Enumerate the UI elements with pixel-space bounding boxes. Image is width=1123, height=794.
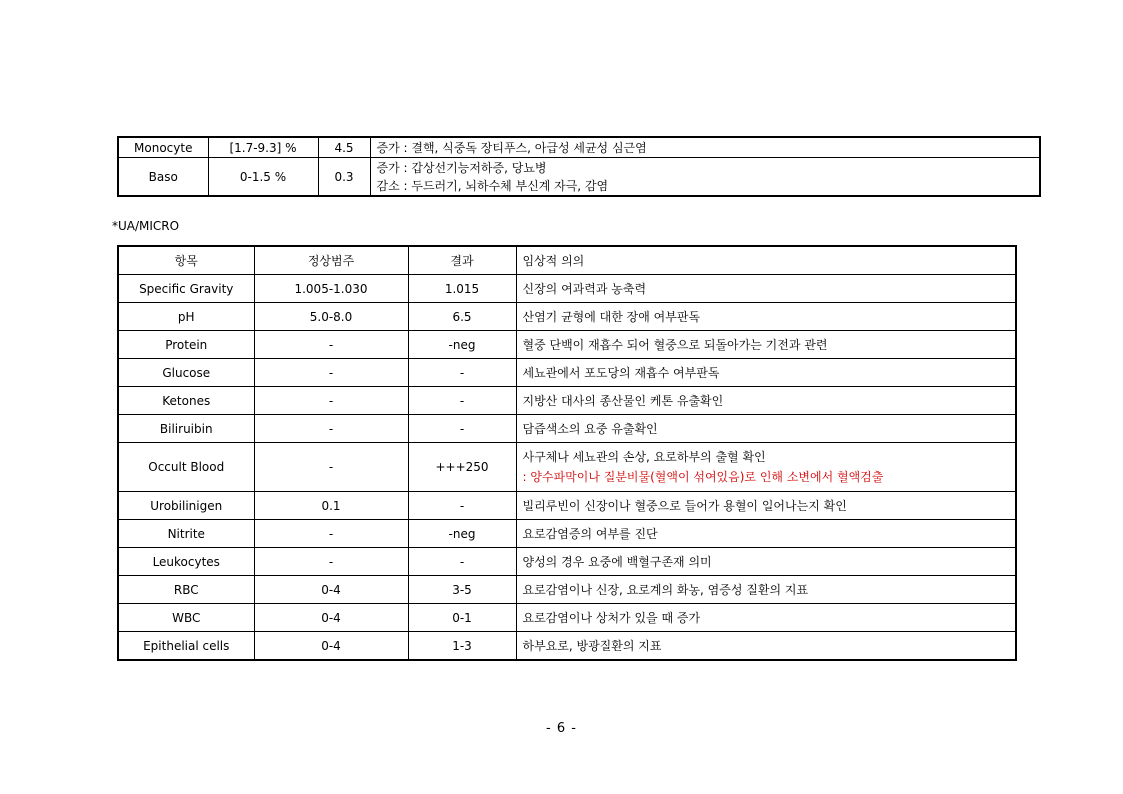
- column-header-result: 결과: [408, 246, 516, 275]
- normal-range: 0-4: [254, 632, 408, 661]
- result-value: -neg: [408, 520, 516, 548]
- column-header-meaning: 임상적 의의: [516, 246, 1016, 275]
- clinical-meaning: 증가 : 결핵, 식중독 장티푸스, 아급성 세균성 심근염: [370, 137, 1040, 158]
- test-name: RBC: [118, 576, 254, 604]
- result-value: 6.5: [408, 303, 516, 331]
- table-row: [118, 387, 1016, 415]
- test-name: Biliruibin: [118, 415, 254, 443]
- normal-range: 5.0-8.0: [254, 303, 408, 331]
- clinical-meaning: 요로감염이나 신장, 요로계의 화농, 염증성 질환의 지표: [516, 576, 1016, 604]
- normal-range: -: [254, 387, 408, 415]
- table-row: [118, 331, 1016, 359]
- normal-range: 1.005-1.030: [254, 275, 408, 303]
- clinical-meaning: 담즙색소의 요중 유출확인: [516, 415, 1016, 443]
- table-row: [118, 275, 1016, 303]
- result-value: -: [408, 359, 516, 387]
- clinical-meaning: 요로감염증의 여부를 진단: [516, 520, 1016, 548]
- clinical-meaning: [516, 443, 1016, 492]
- table-row: [118, 415, 1016, 443]
- result-value: 3-5: [408, 576, 516, 604]
- clinical-meaning: 양성의 경우 요중에 백혈구존재 의미: [516, 548, 1016, 576]
- clinical-note: : 양수파막이나 질분비물(혈액이 섞여있음)로 인해 소변에서 혈액검출: [522, 470, 884, 484]
- clinical-meaning: 세뇨관에서 포도당의 재흡수 여부판독: [516, 359, 1016, 387]
- normal-range: -: [254, 415, 408, 443]
- normal-range: -: [254, 443, 408, 492]
- result-value: 1.015: [408, 275, 516, 303]
- result-value: 1-3: [408, 632, 516, 661]
- test-name: Ketones: [118, 387, 254, 415]
- table-row: [118, 548, 1016, 576]
- column-header-item: 항목: [118, 246, 254, 275]
- clinical-meaning: 요로감염이나 상처가 있을 때 증가: [516, 604, 1016, 632]
- table-row: [118, 632, 1016, 661]
- test-name: Occult Blood: [118, 443, 254, 492]
- normal-range: -: [254, 359, 408, 387]
- clinical-meaning: 하부요로, 방광질환의 지표: [516, 632, 1016, 661]
- blood-count-table: [117, 136, 1041, 197]
- result-value: -: [408, 387, 516, 415]
- result-value: 0-1: [408, 604, 516, 632]
- result-value: +++250: [408, 443, 516, 492]
- table-row: [118, 492, 1016, 520]
- test-name: WBC: [118, 604, 254, 632]
- normal-range: 0-4: [254, 576, 408, 604]
- test-name: Specific Gravity: [118, 275, 254, 303]
- test-name: Urobilinigen: [118, 492, 254, 520]
- table-row: [118, 520, 1016, 548]
- result-value: -: [408, 492, 516, 520]
- table-row: [118, 158, 1040, 197]
- normal-range: -: [254, 331, 408, 359]
- normal-range: 0-1.5 %: [208, 158, 318, 197]
- table-header-row: [118, 246, 1016, 275]
- clinical-meaning: 지방산 대사의 종산물인 케톤 유출확인: [516, 387, 1016, 415]
- table-row: [118, 137, 1040, 158]
- normal-range: -: [254, 520, 408, 548]
- table-row: [118, 303, 1016, 331]
- test-name: Epithelial cells: [118, 632, 254, 661]
- test-name: Glucose: [118, 359, 254, 387]
- result-value: -: [408, 548, 516, 576]
- test-name: Protein: [118, 331, 254, 359]
- normal-range: [1.7-9.3] %: [208, 137, 318, 158]
- result-value: 0.3: [318, 158, 370, 197]
- table-row: [118, 604, 1016, 632]
- table-row: [118, 576, 1016, 604]
- column-header-range: 정상범주: [254, 246, 408, 275]
- normal-range: 0.1: [254, 492, 408, 520]
- clinical-meaning: 산염기 균형에 대한 장애 여부판독: [516, 303, 1016, 331]
- section-label: *UA/MICRO: [112, 219, 180, 233]
- result-value: -: [408, 415, 516, 443]
- table-row: [118, 359, 1016, 387]
- test-name: Monocyte: [118, 137, 208, 158]
- test-name: Nitrite: [118, 520, 254, 548]
- test-name: pH: [118, 303, 254, 331]
- clinical-meaning: 증가 : 갑상선기능저하증, 당뇨병 감소 : 두드러기, 뇌하수체 부신계 자극, 감염: [370, 158, 1040, 197]
- result-value: 4.5: [318, 137, 370, 158]
- clinical-meaning: 신장의 여과력과 농축력: [516, 275, 1016, 303]
- urinalysis-table: [117, 245, 1017, 661]
- test-name: Leukocytes: [118, 548, 254, 576]
- normal-range: -: [254, 548, 408, 576]
- normal-range: 0-4: [254, 604, 408, 632]
- table-row: [118, 443, 1016, 492]
- clinical-meaning: 혈중 단백이 재흡수 되어 혈중으로 되돌아가는 기전과 관련: [516, 331, 1016, 359]
- test-name: Baso: [118, 158, 208, 197]
- page-number: - 6 -: [546, 721, 577, 736]
- result-value: -neg: [408, 331, 516, 359]
- clinical-meaning-text: 사구체나 세뇨관의 손상, 요로하부의 출혈 확인: [522, 450, 766, 464]
- clinical-meaning: 빌리루빈이 신장이나 혈중으로 들어가 용혈이 일어나는지 확인: [516, 492, 1016, 520]
